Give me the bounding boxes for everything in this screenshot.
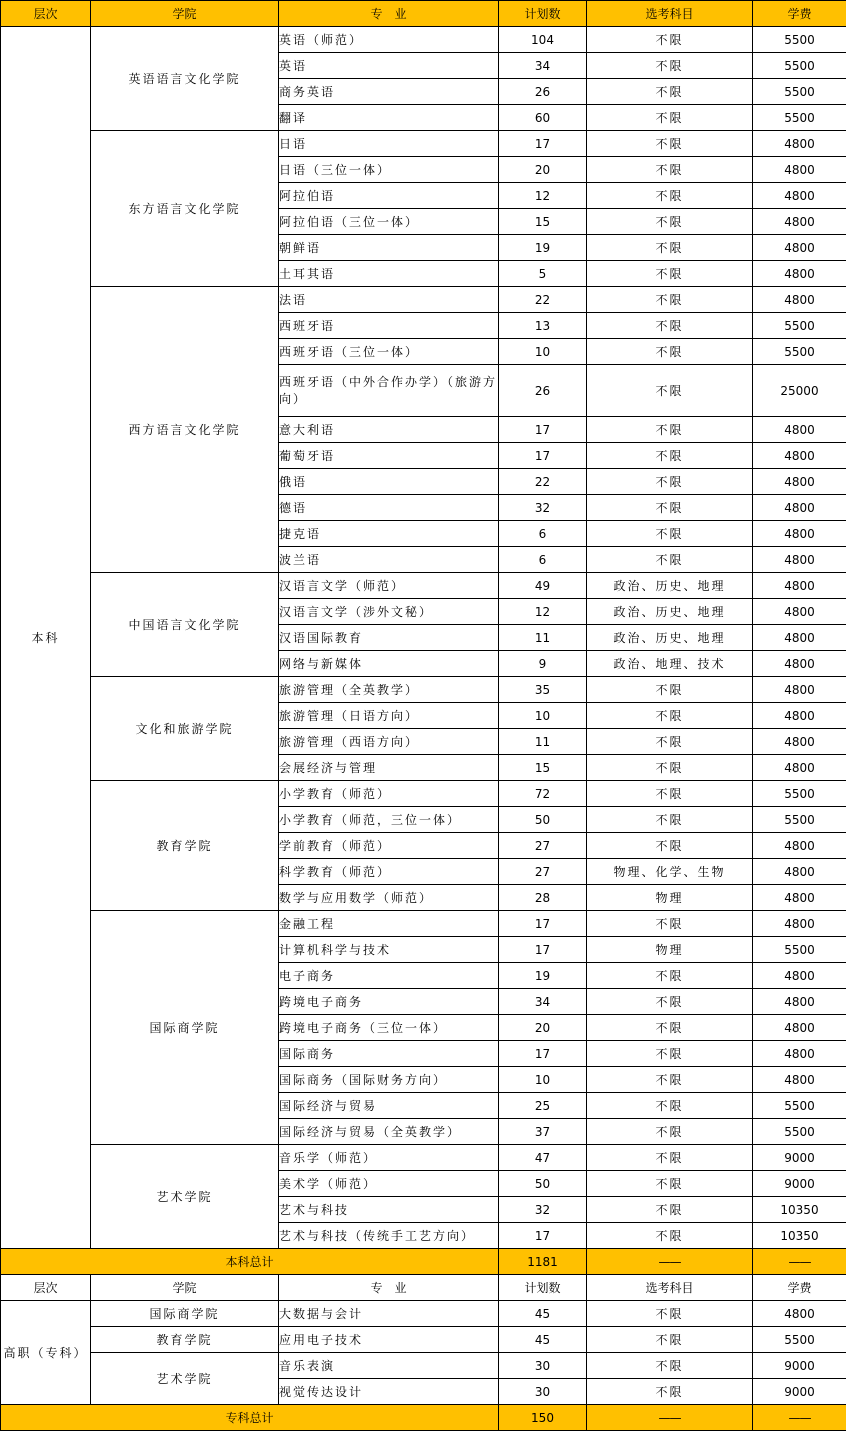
plan-cell: 17 [499,131,587,157]
subjects-cell: 不限 [587,1301,753,1327]
major-cell: 应用电子技术 [279,1327,499,1353]
subjects-cell: 不限 [587,183,753,209]
plan-cell: 17 [499,1041,587,1067]
subjects-cell: 不限 [587,1353,753,1379]
subjects-cell: 不限 [587,443,753,469]
table-row [1,1301,846,1327]
table-row [1,573,846,599]
fee-cell: 9000 [753,1379,846,1405]
major-cell: 葡萄牙语 [279,443,499,469]
plan-cell: 34 [499,53,587,79]
header-level: 层次 [1,1,91,27]
fee-cell: 4800 [753,1015,846,1041]
plan-cell: 32 [499,495,587,521]
header-plan: 计划数 [499,1,587,27]
major-cell: 跨境电子商务（三位一体） [279,1015,499,1041]
total-subjects: —— [587,1405,753,1431]
fee-cell: 5500 [753,807,846,833]
plan-cell: 15 [499,755,587,781]
fee-cell: 4800 [753,157,846,183]
fee-cell: 4800 [753,573,846,599]
header-college: 学院 [91,1275,279,1301]
fee-cell: 9000 [753,1171,846,1197]
major-cell: 西班牙语（三位一体） [279,339,499,365]
header-row-vocational [1,1275,846,1301]
plan-cell: 37 [499,1119,587,1145]
plan-cell: 47 [499,1145,587,1171]
major-cell: 音乐学（师范） [279,1145,499,1171]
major-cell: 旅游管理（日语方向） [279,703,499,729]
total-fee: —— [753,1405,846,1431]
table-row [1,1145,846,1171]
plan-cell: 11 [499,625,587,651]
fee-cell: 5500 [753,27,846,53]
plan-cell: 26 [499,79,587,105]
plan-cell: 17 [499,911,587,937]
subjects-cell: 不限 [587,807,753,833]
fee-cell: 4800 [753,755,846,781]
plan-cell: 27 [499,859,587,885]
subjects-cell: 不限 [587,521,753,547]
subjects-cell: 不限 [587,157,753,183]
major-cell: 电子商务 [279,963,499,989]
fee-cell: 4800 [753,287,846,313]
fee-cell: 4800 [753,547,846,573]
college-cell: 国际商学院 [91,911,279,1145]
major-cell: 大数据与会计 [279,1301,499,1327]
header-college: 学院 [91,1,279,27]
plan-cell: 17 [499,443,587,469]
subjects-cell: 不限 [587,1171,753,1197]
major-cell: 跨境电子商务 [279,989,499,1015]
subjects-cell: 不限 [587,963,753,989]
fee-cell: 5500 [753,937,846,963]
major-cell: 金融工程 [279,911,499,937]
college-cell: 中国语言文化学院 [91,573,279,677]
table-row [1,27,846,53]
subjects-cell: 不限 [587,105,753,131]
major-cell: 土耳其语 [279,261,499,287]
subjects-cell: 不限 [587,1015,753,1041]
fee-cell: 4800 [753,677,846,703]
fee-cell: 10350 [753,1223,846,1249]
major-cell: 音乐表演 [279,1353,499,1379]
plan-cell: 60 [499,105,587,131]
college-cell: 教育学院 [91,781,279,911]
total-plan: 150 [499,1405,587,1431]
fee-cell: 4800 [753,235,846,261]
table-row [1,287,846,313]
fee-cell: 4800 [753,131,846,157]
header-subjects: 选考科目 [587,1,753,27]
major-cell: 艺术与科技 [279,1197,499,1223]
table-row [1,1353,846,1379]
plan-cell: 50 [499,807,587,833]
college-cell: 艺术学院 [91,1353,279,1405]
major-cell: 英语（师范） [279,27,499,53]
major-cell: 意大利语 [279,417,499,443]
plan-cell: 5 [499,261,587,287]
plan-cell: 20 [499,157,587,183]
table-row [1,911,846,937]
plan-cell: 13 [499,313,587,339]
subjects-cell: 不限 [587,365,753,417]
fee-cell: 4800 [753,651,846,677]
fee-cell: 10350 [753,1197,846,1223]
college-cell: 教育学院 [91,1327,279,1353]
header-major: 专 业 [279,1275,499,1301]
fee-cell: 9000 [753,1353,846,1379]
plan-cell: 45 [499,1301,587,1327]
subjects-cell: 物理 [587,937,753,963]
college-cell: 国际商学院 [91,1301,279,1327]
subjects-cell: 不限 [587,287,753,313]
plan-cell: 11 [499,729,587,755]
header-subjects: 选考科目 [587,1275,753,1301]
fee-cell: 4800 [753,989,846,1015]
plan-cell: 9 [499,651,587,677]
fee-cell: 4800 [753,625,846,651]
subjects-cell: 不限 [587,1379,753,1405]
major-cell: 学前教育（师范） [279,833,499,859]
fee-cell: 5500 [753,1327,846,1353]
plan-cell: 49 [499,573,587,599]
fee-cell: 4800 [753,885,846,911]
subjects-cell: 不限 [587,911,753,937]
header-row [1,1,846,27]
plan-cell: 26 [499,365,587,417]
major-cell: 俄语 [279,469,499,495]
fee-cell: 5500 [753,313,846,339]
major-cell: 波兰语 [279,547,499,573]
plan-cell: 17 [499,1223,587,1249]
plan-cell: 30 [499,1353,587,1379]
plan-cell: 19 [499,235,587,261]
subjects-cell: 政治、历史、地理 [587,625,753,651]
subjects-cell: 不限 [587,833,753,859]
plan-cell: 50 [499,1171,587,1197]
major-cell: 日语 [279,131,499,157]
table-row [1,1327,846,1353]
subjects-cell: 不限 [587,495,753,521]
plan-cell: 104 [499,27,587,53]
total-row [1,1249,846,1275]
college-cell: 英语语言文化学院 [91,27,279,131]
fee-cell: 4800 [753,833,846,859]
major-cell: 阿拉伯语 [279,183,499,209]
fee-cell: 25000 [753,365,846,417]
subjects-cell: 不限 [587,53,753,79]
plan-cell: 28 [499,885,587,911]
subjects-cell: 不限 [587,79,753,105]
plan-cell: 20 [499,1015,587,1041]
subjects-cell: 不限 [587,1327,753,1353]
fee-cell: 5500 [753,53,846,79]
table-row [1,677,846,703]
fee-cell: 4800 [753,911,846,937]
subjects-cell: 不限 [587,27,753,53]
plan-cell: 10 [499,703,587,729]
major-cell: 德语 [279,495,499,521]
fee-cell: 4800 [753,443,846,469]
plan-cell: 27 [499,833,587,859]
major-cell: 汉语言文学（师范） [279,573,499,599]
major-cell: 国际商务 [279,1041,499,1067]
fee-cell: 4800 [753,495,846,521]
plan-cell: 35 [499,677,587,703]
subjects-cell: 不限 [587,781,753,807]
subjects-cell: 不限 [587,729,753,755]
header-level: 层次 [1,1275,91,1301]
major-cell: 日语（三位一体） [279,157,499,183]
subjects-cell: 不限 [587,1067,753,1093]
fee-cell: 5500 [753,339,846,365]
major-cell: 网络与新媒体 [279,651,499,677]
major-cell: 艺术与科技（传统手工艺方向） [279,1223,499,1249]
subjects-cell: 不限 [587,755,753,781]
plan-cell: 10 [499,1067,587,1093]
plan-cell: 30 [499,1379,587,1405]
fee-cell: 4800 [753,963,846,989]
table-row [1,781,846,807]
total-subjects: —— [587,1249,753,1275]
level-cell: 高职（专科） [1,1301,91,1405]
major-cell: 国际经济与贸易（全英教学） [279,1119,499,1145]
plan-cell: 6 [499,521,587,547]
major-cell: 法语 [279,287,499,313]
major-cell: 汉语言文学（涉外文秘） [279,599,499,625]
subjects-cell: 不限 [587,1119,753,1145]
total-plan: 1181 [499,1249,587,1275]
subjects-cell: 政治、地理、技术 [587,651,753,677]
major-cell: 旅游管理（全英教学） [279,677,499,703]
college-cell: 东方语言文化学院 [91,131,279,287]
subjects-cell: 不限 [587,209,753,235]
fee-cell: 5500 [753,1093,846,1119]
fee-cell: 4800 [753,599,846,625]
total-label: 本科总计 [1,1249,499,1275]
fee-cell: 4800 [753,1041,846,1067]
header-major: 专 业 [279,1,499,27]
college-cell: 西方语言文化学院 [91,287,279,573]
major-cell: 朝鲜语 [279,235,499,261]
major-cell: 国际经济与贸易 [279,1093,499,1119]
major-cell: 会展经济与管理 [279,755,499,781]
fee-cell: 4800 [753,521,846,547]
header-fee: 学费 [753,1275,846,1301]
plan-cell: 15 [499,209,587,235]
major-cell: 英语 [279,53,499,79]
college-cell: 艺术学院 [91,1145,279,1249]
fee-cell: 4800 [753,209,846,235]
plan-cell: 19 [499,963,587,989]
subjects-cell: 不限 [587,417,753,443]
major-cell: 西班牙语（中外合作办学）（旅游方向） [279,365,499,417]
plan-cell: 17 [499,417,587,443]
subjects-cell: 不限 [587,339,753,365]
major-cell: 数学与应用数学（师范） [279,885,499,911]
subjects-cell: 不限 [587,1223,753,1249]
major-cell: 旅游管理（西语方向） [279,729,499,755]
fee-cell: 4800 [753,183,846,209]
subjects-cell: 不限 [587,131,753,157]
subjects-cell: 政治、历史、地理 [587,599,753,625]
plan-cell: 12 [499,183,587,209]
fee-cell: 5500 [753,79,846,105]
subjects-cell: 不限 [587,1197,753,1223]
fee-cell: 4800 [753,417,846,443]
subjects-cell: 不限 [587,1145,753,1171]
fee-cell: 9000 [753,1145,846,1171]
major-cell: 计算机科学与技术 [279,937,499,963]
subjects-cell: 政治、历史、地理 [587,573,753,599]
major-cell: 翻译 [279,105,499,131]
fee-cell: 4800 [753,1067,846,1093]
fee-cell: 5500 [753,105,846,131]
plan-cell: 25 [499,1093,587,1119]
plan-cell: 45 [499,1327,587,1353]
plan-cell: 6 [499,547,587,573]
major-cell: 阿拉伯语（三位一体） [279,209,499,235]
fee-cell: 4800 [753,261,846,287]
header-fee: 学费 [753,1,846,27]
subjects-cell: 不限 [587,261,753,287]
major-cell: 国际商务（国际财务方向） [279,1067,499,1093]
fee-cell: 5500 [753,781,846,807]
plan-cell: 12 [499,599,587,625]
major-cell: 小学教育（师范，三位一体） [279,807,499,833]
fee-cell: 4800 [753,859,846,885]
major-cell: 西班牙语 [279,313,499,339]
fee-cell: 5500 [753,1119,846,1145]
college-cell: 文化和旅游学院 [91,677,279,781]
plan-cell: 22 [499,469,587,495]
subjects-cell: 物理、化学、生物 [587,859,753,885]
table-body [1,1,846,1431]
subjects-cell: 不限 [587,313,753,339]
subjects-cell: 不限 [587,677,753,703]
major-cell: 科学教育（师范） [279,859,499,885]
major-cell: 小学教育（师范） [279,781,499,807]
major-cell: 视觉传达设计 [279,1379,499,1405]
plan-cell: 32 [499,1197,587,1223]
total-fee: —— [753,1249,846,1275]
fee-cell: 4800 [753,469,846,495]
subjects-cell: 不限 [587,1093,753,1119]
subjects-cell: 不限 [587,1041,753,1067]
fee-cell: 4800 [753,703,846,729]
plan-cell: 17 [499,937,587,963]
table-row [1,131,846,157]
fee-cell: 4800 [753,729,846,755]
plan-cell: 22 [499,287,587,313]
subjects-cell: 不限 [587,547,753,573]
subjects-cell: 不限 [587,235,753,261]
major-cell: 商务英语 [279,79,499,105]
total-label: 专科总计 [1,1405,499,1431]
fee-cell: 4800 [753,1301,846,1327]
level-cell: 本科 [1,27,91,1249]
major-cell: 捷克语 [279,521,499,547]
header-plan: 计划数 [499,1275,587,1301]
subjects-cell: 不限 [587,469,753,495]
total-row [1,1405,846,1431]
plan-cell: 34 [499,989,587,1015]
plan-cell: 72 [499,781,587,807]
major-cell: 汉语国际教育 [279,625,499,651]
major-cell: 美术学（师范） [279,1171,499,1197]
plan-cell: 10 [499,339,587,365]
subjects-cell: 不限 [587,703,753,729]
subjects-cell: 不限 [587,989,753,1015]
subjects-cell: 物理 [587,885,753,911]
